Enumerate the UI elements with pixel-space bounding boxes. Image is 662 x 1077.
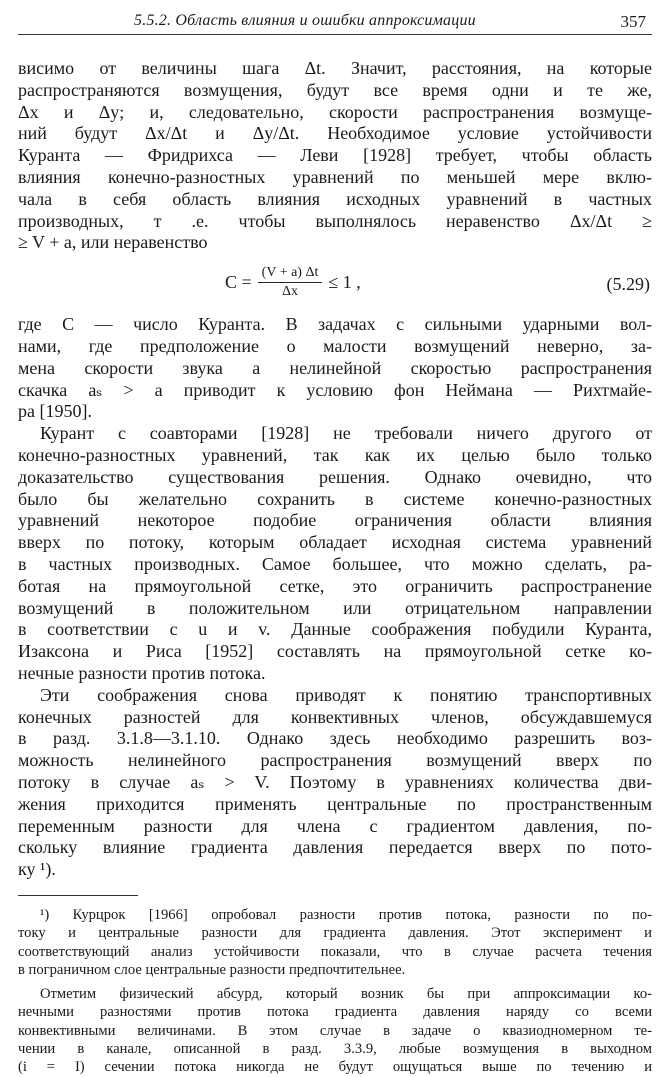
text-line: вверх по потоку, которым обладает исходная система уравнений <box>18 532 652 553</box>
equation-numerator: (V + a) Δt <box>258 264 323 283</box>
running-header <box>0 8 662 32</box>
text-line: возмущений в положительном или отрицательном направлении <box>18 597 652 618</box>
text-line: ≥ V + a, или неравенство <box>18 232 208 253</box>
text-line: распространяются возмущения, будут все время одни и те же, <box>18 79 652 100</box>
text-line: нами, где предположение о малости возмущений неверно, за- <box>18 335 652 356</box>
footnote-line: соответствующий анализ устойчивости показали, что в случае расчета течения <box>18 943 652 960</box>
footnote-line: нечными разностями против потока градиента давления наряду со всеми <box>18 1004 652 1021</box>
equation-lhs: C = <box>225 272 252 293</box>
text-line: в соответствии с u и v. Данные соображения побудили Куранта, <box>18 619 652 640</box>
text-line: в разд. 3.1.8—3.1.10. Однако здесь необходимо разрешить воз- <box>18 728 652 749</box>
text-line: Курант с соавторами [1928] не требовали ничего другого от <box>40 423 652 444</box>
equation-number: (5.29) <box>606 274 650 295</box>
paragraph-1 <box>18 58 652 254</box>
text-line: Куранта — Фридрихса — Леви [1928] требует, чтобы область <box>18 145 652 166</box>
text-line: мена скорости звука a нелинейной скоростью распространения <box>18 357 652 378</box>
page-number: 357 <box>620 12 646 31</box>
footnote-line: ¹) Курцрок [1966] опробовал разности против потока, разности по по- <box>40 907 652 923</box>
section-title: 5.5.2. Область влияния и ошибки аппроксимации <box>134 12 476 29</box>
footnote-line: Отметим физический абсурд, который возник бы при аппроксимации ко- <box>40 986 652 1003</box>
equation-fraction <box>258 264 323 301</box>
footnote-line: (i = I) сечении потока никогда не будут ощущаться выше по течению и <box>18 1059 652 1076</box>
paragraph-4 <box>18 685 652 881</box>
equation-5-29 <box>18 254 652 314</box>
footnote-line: току и центральные разности для градиента давления. Этот эксперимент и <box>18 925 652 942</box>
text-line: конечных разностей для конвективных членов, обсуждавшемуся <box>18 706 652 727</box>
text-line: влияния конечно-разностных уравнений по меньшей мере вклю- <box>18 166 652 187</box>
text-line: ку ¹). <box>18 859 56 880</box>
text-line: ний будут Δx/Δt и Δy/Δt. Необходимое условие устойчивости <box>18 123 652 144</box>
paragraph-2 <box>18 314 652 423</box>
text-line: жения приходится применять центральные по пространственным <box>18 793 652 814</box>
equation-body <box>225 264 361 301</box>
text-line: конечно-разностных уравнений, так как их целью было только <box>18 444 652 465</box>
text-line: где C — число Куранта. В задачах с сильными ударными вол- <box>18 314 652 335</box>
footnote-1 <box>18 906 652 979</box>
main-text <box>18 58 652 881</box>
text-line: нечные разности против потока. <box>18 662 266 683</box>
text-line: доказательство существования решения. Однако очевидно, что <box>18 466 652 487</box>
text-line: уравнений некоторое подобие ограничения области влияния <box>18 510 652 531</box>
header-rule <box>18 34 652 35</box>
text-line: чала в себя область влияния исходных уравнений в частных <box>18 188 652 209</box>
text-line: потоку в случае aₛ > V. Поэтому в уравнениях количества дви- <box>18 771 652 792</box>
paragraph-3 <box>18 423 652 685</box>
text-line: Эти соображения снова приводят к понятию транспортивных <box>40 684 652 705</box>
text-line: скольку влияние градиента давления передается вверх по пото- <box>18 837 652 858</box>
footnotes <box>18 906 652 1077</box>
text-line: Δx и Δy; и, следовательно, скорости распространения возмуще- <box>18 101 652 122</box>
text-line: можность нелинейного распространения возмущений вверх по <box>18 750 652 771</box>
text-line: производных, т .е. чтобы выполнялось неравенство Δx/Δt ≥ <box>18 210 652 231</box>
text-line: висимо от величины шага Δt. Значит, расстояния, на которые <box>18 58 652 78</box>
text-line: ра [1950]. <box>18 401 92 422</box>
equation-rhs: ≤ 1 , <box>328 272 361 293</box>
footnote-rule <box>18 895 138 896</box>
footnote-line: чении в канале, описанной в разд. 3.3.9, любые возмущения в выходном <box>18 1041 652 1058</box>
text-line: в частных производных. Самое большее, что можно сделать, ра- <box>18 553 652 574</box>
text-line: скачка aₛ > a приводит к условию фон Неймана — Рихтмайе- <box>18 379 652 400</box>
text-line: ботая на прямоугольной сетке, это ограничить распространение <box>18 575 652 596</box>
text-line: было бы желательно сохранить в системе конечно-разностных <box>18 488 652 509</box>
text-line: Изаксона и Риса [1952] составлять на прямоугольной сетке ко- <box>18 641 652 662</box>
footnote-line: конвективными величинами. В этом случае в задаче о квазиодномерном те- <box>18 1022 652 1039</box>
text-line: переменным разности для члена с градиентом давления, по- <box>18 815 652 836</box>
footnote-2 <box>18 985 652 1076</box>
equation-denominator: Δx <box>282 284 299 300</box>
footnote-line: в пограничном слое центральные разности предпочтительнее. <box>18 961 406 978</box>
